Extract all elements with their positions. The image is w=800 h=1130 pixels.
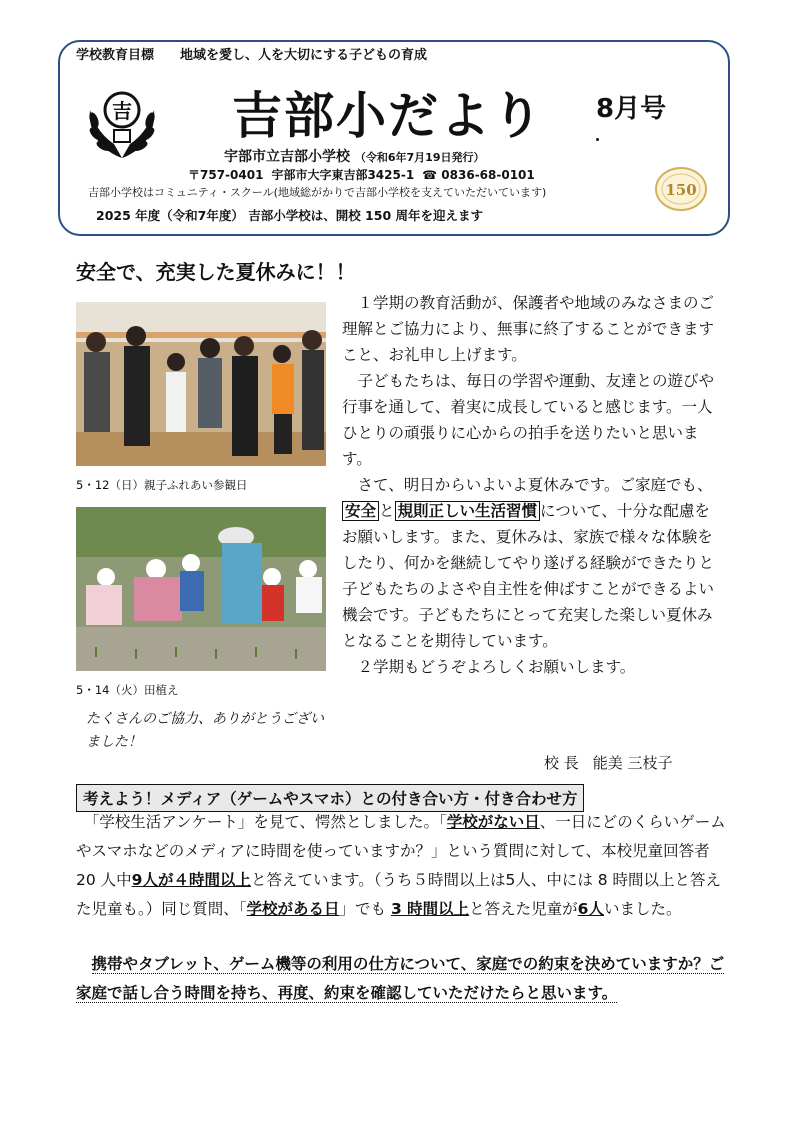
photo-parent-visit — [76, 302, 326, 466]
paragraph-1: １学期の教育活動が、保護者や地域のみなさまのご理解とご協力により、無事に終了することができますこと、お礼申し上げます。 — [342, 294, 715, 364]
paragraph-4: ２学期もどうぞよろしくお願いします。 — [357, 658, 636, 676]
principal-signature — [530, 752, 673, 773]
section2-title: 考えよう！メディア（ゲームやスマホ）との付き合い方・付き合わせ方 — [76, 784, 584, 812]
photo-rice-planting — [76, 507, 326, 671]
goal-text: 地域を愛し、人を大切にする子どもの育成 — [180, 48, 428, 63]
postal-code: 〒757-0401 — [188, 168, 264, 182]
school-name: 宇部市立吉部小学校 — [224, 149, 350, 165]
principal-message — [342, 290, 722, 680]
survey-text-3: と答えています。（うち５時間以上は5人、中には 8 時間以上と答えた児童も。）同じ質問、「 — [76, 871, 722, 918]
contact-line — [188, 166, 543, 183]
school-emblem — [80, 80, 164, 164]
school-name-line — [224, 146, 485, 166]
badge-number: 150 — [665, 181, 697, 199]
issue-number: 8月号 — [596, 94, 667, 124]
issue-date: （令和6年7月19日発行） — [354, 151, 485, 164]
paragraph-3 — [342, 472, 722, 654]
photo2-caption: 5・14（火）田植え — [76, 683, 179, 697]
newsletter-title: 吉部小だより — [232, 87, 544, 145]
goal-label: 学校教育目標 — [76, 48, 155, 63]
paragraph-2: 子どもたちは、毎日の学習や運動、友達との遊びや行事を通して、着実に成長していると感じます。一人ひとりの頑張りに心からの拍手を送りたいと思います。 — [342, 372, 715, 468]
signature-title: 校 長 — [544, 754, 579, 772]
survey-text-6: いました。 — [603, 900, 682, 918]
emblem-char: 吉 — [112, 99, 132, 123]
keyword-safety: 安全 — [342, 501, 379, 521]
paragraph-3-start: さて、明日からいよいよ夏休みです。ご家庭でも、 — [357, 476, 713, 494]
survey-text-1: 「学校生活アンケート」を見て、愕然としました。「 — [91, 813, 447, 831]
signature-name: 能美 三枝子 — [592, 754, 673, 772]
photo1-caption: 5・12（日）親子ふれあい参観日 — [76, 478, 248, 492]
community-school-note: 吉部小学校はコミュニティ・スクール(地域総がかりで吉部小学校を支えていただいています) — [88, 186, 547, 199]
school-goal — [76, 44, 427, 63]
highlight-6-people: 6人 — [577, 900, 604, 918]
survey-text-5: と答えた児童が — [469, 900, 578, 918]
paragraph-3-rest: について、十分な配慮をお願いします。また、夏休みは、家族で様々な体験をしたり、何かを継続してやり遂げる経験ができたりと子どもたちのよさや自主性を伸ばすことができるよい機会です。子どもたちにとって充実した楽しい夏休みとなることを期待しています。 — [342, 502, 715, 650]
media-survey-text — [76, 808, 728, 924]
phone-number: ☎ 0836-68-0101 — [422, 168, 535, 182]
highlight-school-day: 学校がある日 — [246, 900, 340, 918]
survey-text-2: 、一日にどのくらいゲームやスマホなどのメディアに時間を使っていますか？」という質問に対して、本校児童回答者 20 人中 — [76, 813, 726, 889]
keyword-regular-habits: 規則正しい生活習慣 — [395, 501, 541, 521]
thanks-message: たくさんのご協力、ありがとうございました！ — [86, 711, 324, 750]
section1-title: 安全で、充実した夏休みに！！ — [76, 260, 356, 284]
anniversary-150-badge — [654, 166, 708, 212]
street-address: 宇部市大字東吉部3425-1 — [271, 168, 415, 182]
highlight-no-school-day: 学校がない日 — [446, 813, 540, 831]
anniversary-note: 2025 年度（令和7年度） 吉部小学校は、開校 150 周年を迎えます — [96, 208, 483, 223]
family-rules-text: 携帯やタブレット、ゲーム機等の利用の仕方について、家庭での約束を決めていますか？ご家庭で話し合う時間を持ち、再度、約束を確認していただけたらと思います。 — [76, 955, 725, 1002]
family-rules-request — [76, 950, 728, 1008]
highlight-9-over-4h: 9人が４時間以上 — [131, 871, 251, 889]
dot-mark — [596, 138, 599, 141]
highlight-3-hours: 3 時間以上 — [390, 900, 470, 918]
survey-text-4: 」でも — [339, 900, 391, 918]
paragraph-3-and: と — [379, 502, 395, 520]
survey-paragraph — [76, 808, 728, 924]
